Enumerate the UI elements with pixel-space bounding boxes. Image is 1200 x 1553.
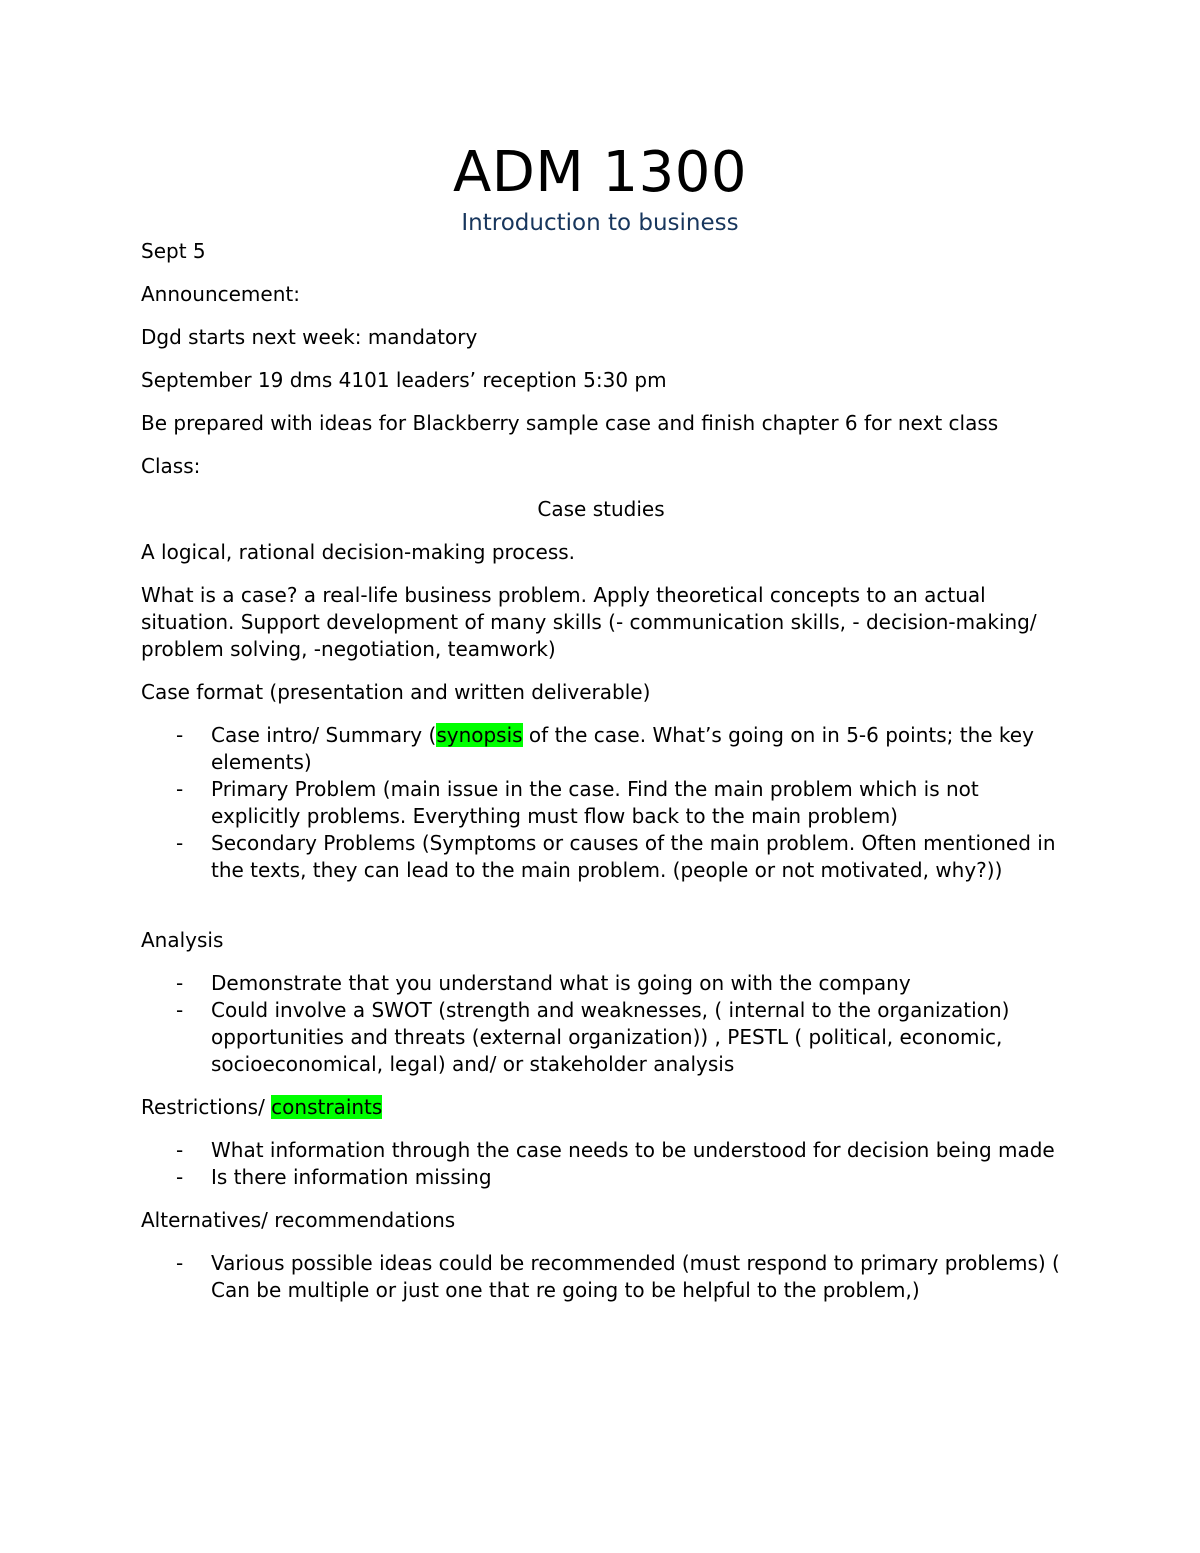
analysis-label: Analysis (141, 928, 224, 952)
restrictions-list (141, 1137, 1061, 1191)
case-format-label: Case format (presentation and written deliverable) (141, 680, 651, 704)
case-format-list (141, 722, 1061, 884)
label-text-part: Restrictions/ (141, 1095, 272, 1119)
what-is-case-paragraph: What is a case? a real-life business problem. Apply theoretical concepts to an actual situation. Support development of many skills (- communication skills, - decision-making/ problem solving, -negotiation, teamwork) (141, 583, 1037, 661)
dash-bullet: - (176, 1165, 184, 1189)
list-item-text: What information through the case needs to be understood for decision being made (211, 1138, 1055, 1162)
highlighted-word: synopsis (436, 723, 523, 747)
list-item (141, 1137, 1061, 1164)
class-label: Class: (141, 454, 201, 478)
announcement-label: Announcement: (141, 282, 300, 306)
date-line: Sept 5 (141, 239, 206, 263)
alternatives-label: Alternatives/ recommendations (141, 1208, 456, 1232)
list-item (141, 722, 1061, 776)
case-studies-heading: Case studies (537, 497, 665, 521)
list-item-text: Primary Problem (main issue in the case. Find the main problem which is not explicitly problems. Everything must flow back to the main problem) (211, 777, 979, 828)
dash-bullet: - (176, 1138, 184, 1162)
list-item-text: Secondary Problems (Symptoms or causes of the main problem. Often mentioned in the texts, they can lead to the main problem. (people or not motivated, why?)) (211, 831, 1056, 882)
blank-line (141, 900, 1061, 927)
list-item-text (211, 723, 1034, 774)
dash-bullet: - (176, 777, 184, 801)
alternatives-list (141, 1250, 1061, 1304)
dash-bullet: - (176, 1251, 184, 1275)
list-item-text: Various possible ideas could be recommended (must respond to primary problems) ( Can be multiple or just one that re going to be helpful to the problem,) (211, 1251, 1060, 1302)
list-item (141, 1164, 1061, 1191)
list-item-text: Could involve a SWOT (strength and weaknesses, ( internal to the organization) opportunities and threats (external organization)) , PESTL ( political, economic, socioeconomical, legal) and/ or stakeholder analysis (211, 998, 1010, 1076)
list-item (141, 1250, 1061, 1304)
item-text-part: Case intro/ Summary ( (211, 723, 437, 747)
logical-line: A logical, rational decision-making process. (141, 540, 576, 564)
dash-bullet: - (176, 831, 184, 855)
dgd-line: Dgd starts next week: mandatory (141, 325, 478, 349)
document-title: ADM 1300 (452, 140, 748, 205)
list-item (141, 997, 1061, 1078)
dash-bullet: - (176, 998, 184, 1022)
highlighted-word: constraints (271, 1095, 383, 1119)
list-item-text: Is there information missing (211, 1165, 492, 1189)
reception-line: September 19 dms 4101 leaders’ reception 5:30 pm (141, 368, 667, 392)
restrictions-label (141, 1094, 1061, 1121)
item-text-part: of the case. What’s going on in 5-6 points; the key elements) (211, 723, 1034, 774)
document-subtitle: Introduction to business (461, 210, 739, 236)
list-item (141, 830, 1061, 884)
analysis-list (141, 970, 1061, 1078)
list-item (141, 776, 1061, 830)
list-item (141, 970, 1061, 997)
dash-bullet: - (176, 723, 184, 747)
prepared-line: Be prepared with ideas for Blackberry sample case and finish chapter 6 for next class (141, 411, 999, 435)
list-item-text: Demonstrate that you understand what is going on with the company (211, 971, 911, 995)
document-body (141, 238, 1061, 1320)
dash-bullet: - (176, 971, 184, 995)
